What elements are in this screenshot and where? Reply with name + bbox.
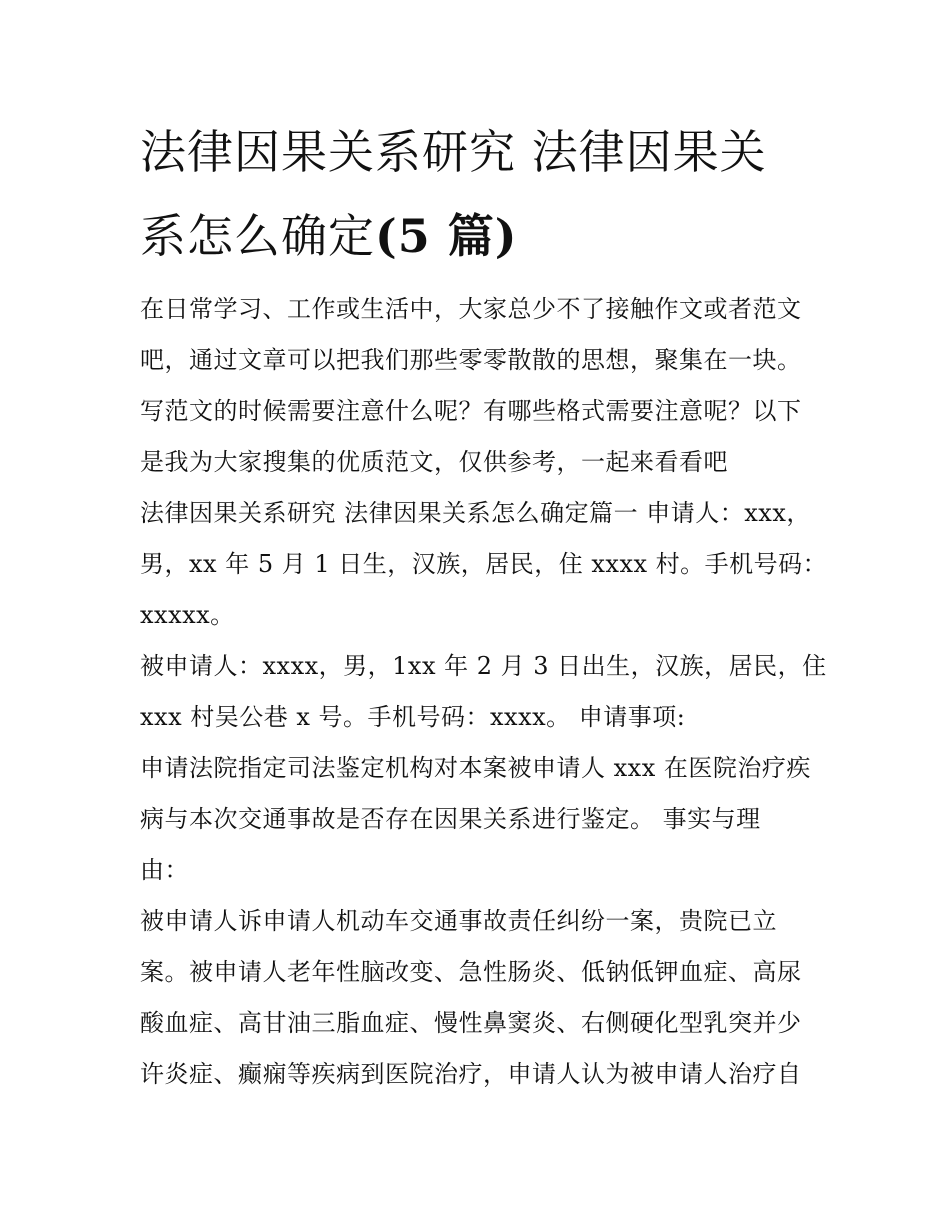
body-line: 病与本次交通事故是否存在因果关系进行鉴定。 事实与理 (140, 805, 761, 833)
title-line-2-prefix: 系怎么确定 (140, 209, 375, 263)
body-line: 申请法院指定司法鉴定机构对本案被申请人 xxx 在医院治疗疾 (140, 754, 811, 782)
document-page (140, 110, 828, 1100)
document-body (140, 284, 828, 1100)
body-line: 写范文的时候需要注意什么呢？有哪些格式需要注意呢？以下 (140, 397, 802, 425)
body-line: 法律因果关系研究 法律因果关系怎么确定篇一 申请人：xxx， (140, 499, 811, 527)
body-line: xxx 村吴公巷 x 号。手机号码：xxxx。 申请事项: (140, 703, 686, 731)
body-line: 吧，通过文章可以把我们那些零零散散的思想，聚集在一块。 (140, 346, 802, 374)
body-line: 由： (140, 856, 189, 884)
body-line: 在日常学习、工作或生活中，大家总少不了接触作文或者范文 (140, 295, 802, 323)
body-line: 是我为大家搜集的优质范文，仅供参考，一起来看看吧 (140, 448, 728, 476)
body-line: 男，xx 年 5 月 1 日生，汉族，居民，住 xxxx 村。手机号码： (140, 550, 828, 578)
title-line-2-suffix: (5 篇) (375, 209, 518, 263)
title-line-1: 法律因果关系研究 法律因果关 (140, 125, 767, 179)
body-line: 案。被申请人老年性脑改变、急性肠炎、低钠低钾血症、高尿 (140, 958, 802, 986)
body-line: 酸血症、高甘油三脂血症、慢性鼻窦炎、右侧硬化型乳突并少 (140, 1009, 802, 1037)
body-line: 许炎症、癫痫等疾病到医院治疗，申请人认为被申请人治疗自 (140, 1060, 802, 1088)
body-line: xxxxx。 (140, 601, 235, 629)
document-title (140, 110, 820, 278)
body-line: 被申请人诉申请人机动车交通事故责任纠纷一案，贵院已立 (140, 907, 777, 935)
body-line: 被申请人：xxxx，男，1xx 年 2 月 3 日出生，汉族，居民，住 (140, 652, 827, 680)
